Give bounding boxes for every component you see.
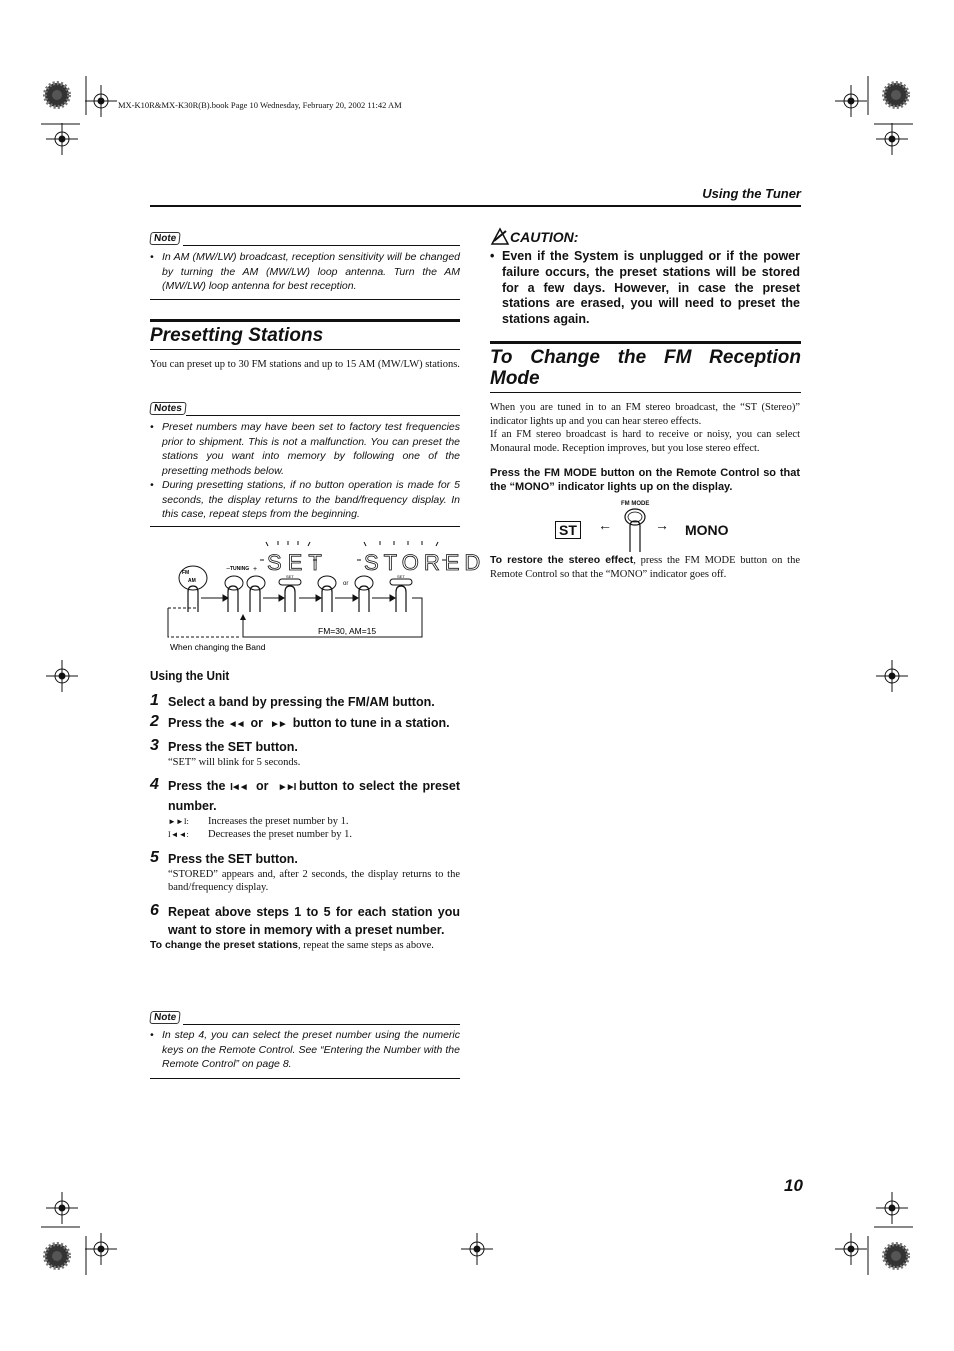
change-preset-note: To change the preset stations, repeat the same steps as above.: [150, 938, 434, 951]
fm-mode-label: FM MODE: [621, 501, 650, 507]
note-2-text: • In step 4, you can select the preset number using the numeric keys on the Remote Control. See “Entering the Number with the Remote Control” on page 8.: [150, 1029, 460, 1070]
fast-forward-icon: ►►: [269, 719, 286, 730]
step-6: 6 Repeat above steps 1 to 5 for each station you want to store in memory with a preset number.: [150, 901, 460, 937]
svg-text:SET: SET: [286, 574, 294, 579]
caution-text: • Even if the System is unplugged or if the power failure occurs, the preset stations will be stored for a few days. However, in case the preset stations are erased, you will need to preset the stations again.: [490, 249, 800, 327]
fm-section-bottom-rule: [490, 392, 801, 393]
svg-text:AM: AM: [188, 578, 196, 584]
fm-mode-button-icon: [621, 508, 651, 552]
restore-stereo-text: To restore the stereo effect, press the FM MODE button on the Remote Control so that the “MONO” indicator goes off.: [490, 554, 800, 580]
step-3-detail: “SET” will blink for 5 seconds.: [168, 757, 301, 768]
note-box-1: [150, 228, 460, 246]
note-text: • In AM (MW/LW) broadcast, reception sensitivity will be changed by turning the AM (MW/LW) loop antenna. Turn the AM (MW/LW) loop antenna for best reception.: [150, 251, 460, 292]
next-icon: ►►I: [277, 781, 295, 793]
notes-rule: [186, 415, 460, 416]
section-bottom-rule: [150, 349, 460, 350]
fm-mode-instruction: Press the FM MODE button on the Remote Control so that the “MONO” indicator lights up on the display.: [490, 467, 800, 493]
notes-end-rule: [150, 526, 460, 527]
steps-list: [150, 693, 460, 952]
svg-text:FM: FM: [182, 570, 190, 576]
st-indicator: ST: [555, 521, 581, 539]
svg-text:STORED: STORED: [364, 550, 486, 575]
section-top-rule: [150, 319, 460, 322]
rewind-icon: ◄◄: [227, 719, 244, 730]
note-end-rule: [150, 299, 460, 300]
note-2-rule: [183, 1024, 460, 1025]
svg-text:or: or: [343, 581, 349, 587]
svg-text:TUNING: TUNING: [230, 566, 250, 572]
section-title-fm-mode: To Change the FM Reception Mode: [490, 347, 801, 389]
step-3: 3 Press the SET button.: [150, 737, 298, 754]
step-4-detail: ►►I: Increases the preset number by 1. I◄◄: Decreases the preset number by 1.: [168, 815, 353, 840]
arrow-right-icon: →: [655, 519, 669, 534]
note-label: Note: [149, 232, 181, 245]
svg-text:SET: SET: [267, 550, 328, 575]
fm-mode-paragraph: When you are tuned in to an FM stereo broadcast, the “ST (Stereo)” indicator lights up and you can hear stereo effects. If an FM stereo broadcast is hard to receive or noisy, you can select Monaural mode. Reception improves, but you lose stereo effect.: [490, 402, 800, 454]
notes-item: • During presetting stations, if no button operation is made for 5 seconds, the display returns to the band/frequency display. In this case, repeat steps from the beginning.: [150, 479, 460, 520]
note-2-label: Note: [149, 1011, 181, 1024]
fm-mode-figure: [555, 500, 755, 552]
svg-text:FM=30, AM=15: FM=30, AM=15: [318, 626, 377, 636]
svg-text:+: +: [253, 566, 258, 573]
fm-section-top-rule: [490, 341, 801, 344]
caution-heading: CAUTION:: [490, 227, 578, 247]
header-rule: [150, 205, 801, 207]
notes-item: • Preset numbers may have been set to factory test frequencies prior to shipment. This is not a malfunction. You can preset the stations you want into memory by following one of the presetting methods below.: [150, 421, 460, 477]
step-5: 5 Press the SET button.: [150, 848, 298, 866]
note-2-end-rule: [150, 1078, 460, 1079]
display-set-graphic: [260, 541, 328, 575]
caution-icon: [490, 227, 510, 245]
notes-list: [150, 420, 460, 522]
previous-icon: I◄◄: [230, 781, 247, 793]
step-4: 4 Press the I◄◄ or ►►I button to select the preset number.: [150, 775, 460, 813]
note-box-2: [150, 1007, 180, 1025]
svg-text:−: −: [226, 566, 231, 573]
step-1: 1 Select a band by pressing the FM/AM button.: [150, 692, 435, 709]
notes-label: Notes: [149, 402, 186, 415]
note-1-text: In AM (MW/LW) broadcast, reception sensitivity will be changed by turning the AM (MW/LW) loop antenna. Turn the AM (MW/LW) loop antenna for best reception.: [162, 251, 460, 292]
presetting-intro: You can preset up to 30 FM stations and up to 15 AM (MW/LW) stations.: [150, 359, 460, 370]
note-rule: [183, 245, 460, 246]
file-info-line: MX-K10R&MX-K30R(B).book Page 10 Wednesday, February 20, 2002 11:42 AM: [118, 100, 402, 110]
mono-indicator: MONO: [685, 522, 729, 538]
arrow-left-icon: ←: [598, 519, 612, 534]
preset-procedure-diagram: [160, 540, 486, 660]
step-5-detail: “STORED” appears and, after 2 seconds, the display returns to the band/frequency display.: [168, 868, 460, 893]
page-number: 10: [784, 1176, 803, 1195]
notes-box: [150, 398, 186, 416]
running-header-title: Using the Tuner: [702, 186, 801, 201]
step-2: 2 Press the ◄◄ or ►► button to tune in a station.: [150, 713, 450, 730]
svg-text:SET: SET: [397, 574, 405, 579]
using-unit-heading: Using the Unit: [150, 668, 230, 683]
svg-text:When changing the Band: When changing the Band: [170, 642, 266, 652]
section-title-presetting: Presetting Stations: [150, 325, 324, 346]
